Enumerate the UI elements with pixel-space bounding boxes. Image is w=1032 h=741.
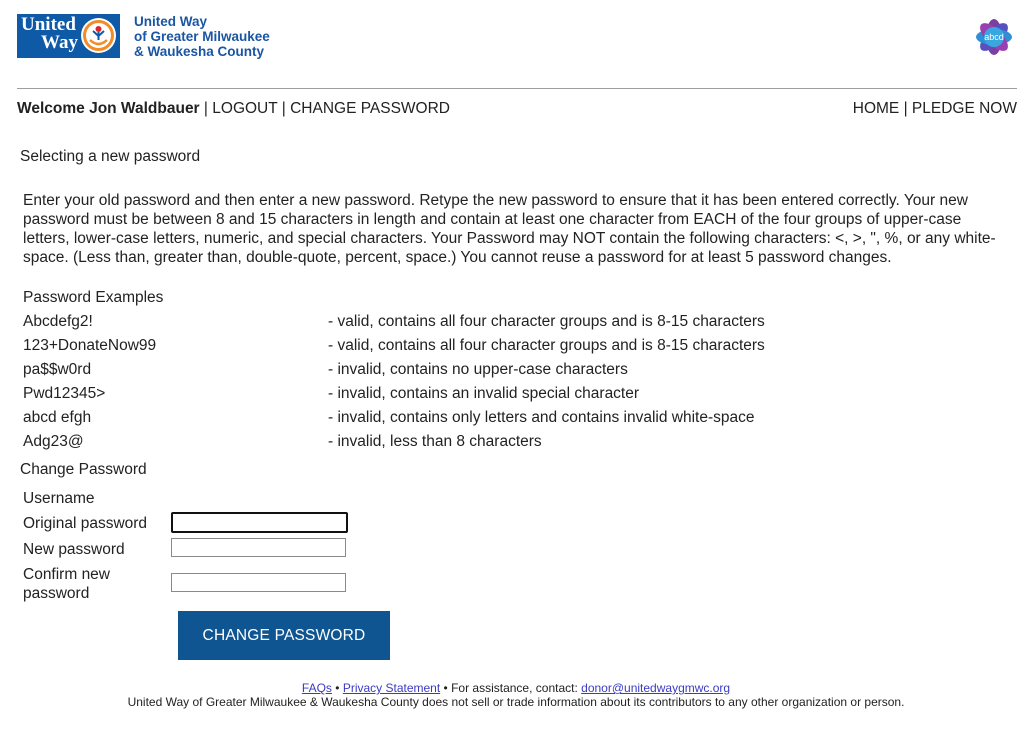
example-row: [23, 361, 923, 383]
pledge-now-link[interactable]: PLEDGE NOW: [911, 100, 1017, 117]
top-nav: [17, 100, 1017, 120]
change-password-button[interactable]: CHANGE PASSWORD: [178, 611, 390, 660]
header-divider: [17, 88, 1017, 89]
footer-bullet: •: [443, 681, 448, 695]
abcd-badge-text: abcd: [984, 32, 1004, 42]
examples-title: Password Examples: [23, 289, 164, 306]
example-row: [23, 385, 923, 407]
example-row: [23, 337, 923, 359]
original-password-label: Original password: [23, 515, 148, 532]
hand-logo-icon: [81, 18, 116, 53]
new-password-input[interactable]: [171, 538, 346, 557]
original-password-input[interactable]: [171, 512, 348, 533]
example-password: Pwd12345>: [23, 385, 106, 402]
org-name: [134, 14, 270, 59]
example-row: [23, 313, 923, 335]
nav-separator: |: [203, 100, 208, 117]
united-way-logo[interactable]: [17, 14, 120, 58]
nav-separator: |: [281, 100, 286, 117]
footer-links: [0, 681, 1032, 695]
logout-link[interactable]: LOGOUT: [212, 100, 278, 117]
section-title: Selecting a new password: [20, 148, 201, 165]
example-row: [23, 433, 923, 455]
username-label: Username: [23, 490, 95, 507]
footer-disclaimer: United Way of Greater Milwaukee & Waukesha County does not sell or trade information about its contributors to any other organization or person.: [127, 695, 905, 709]
confirm-password-label: [23, 565, 110, 603]
password-instructions: Enter your old password and then enter a new password. Retype the new password to ensure that it has been entered correctly. Your new password must be between 8 and 15 characters in length and contain at least one character from EACH of the four groups of upper-case letters, lower-case letters, numeric, and special characters. Your Password may NOT contain the following characters: <, >, ", %, or any white-space. (Less than, greater than, double-quote, percent, space.) You cannot reuse a password for at least 5 password changes.: [23, 192, 996, 266]
abcd-badge-icon: [971, 14, 1017, 60]
privacy-statement-link[interactable]: Privacy Statement: [342, 681, 441, 695]
logo-wordmark: [21, 16, 79, 52]
example-password: 123+DonateNow99: [23, 337, 157, 354]
org-name-line-3: & Waukesha County: [134, 44, 265, 59]
confirm-password-label-line-2: password: [23, 585, 90, 602]
nav-right: [853, 100, 1017, 118]
faqs-link[interactable]: FAQs: [301, 681, 332, 695]
example-description: - valid, contains all four character groups and is 8-15 characters: [328, 337, 765, 354]
home-link[interactable]: HOME: [852, 100, 900, 117]
new-password-label: New password: [23, 541, 125, 558]
contact-email-link[interactable]: donor@unitedwaygmwc.org: [581, 681, 731, 695]
confirm-password-label-line-1: Confirm new: [23, 566, 110, 583]
confirm-password-input[interactable]: [171, 573, 346, 592]
example-description: - invalid, contains only letters and contains invalid white-space: [328, 409, 755, 426]
example-description: - valid, contains all four character groups and is 8-15 characters: [328, 313, 765, 330]
logo-line-1: United: [21, 14, 76, 35]
welcome-text: Welcome Jon Waldbauer: [17, 100, 200, 117]
example-password: Adg23@: [23, 433, 84, 450]
org-name-line-1: United Way: [134, 14, 208, 29]
example-description: - invalid, less than 8 characters: [328, 433, 542, 450]
change-password-title: Change Password: [20, 461, 147, 478]
example-password: abcd efgh: [23, 409, 92, 426]
example-description: - invalid, contains an invalid special character: [328, 385, 640, 402]
change-password-link[interactable]: CHANGE PASSWORD: [290, 100, 450, 117]
example-description: - invalid, contains no upper-case characters: [328, 361, 628, 378]
org-name-line-2: of Greater Milwaukee: [134, 29, 270, 44]
example-password: pa$$w0rd: [23, 361, 92, 378]
example-password: Abcdefg2!: [23, 313, 93, 330]
site-header: [17, 14, 1017, 60]
assistance-text: For assistance, contact:: [451, 681, 578, 695]
example-row: [23, 409, 923, 431]
nav-separator: |: [903, 100, 908, 117]
logo-line-2: Way: [41, 32, 78, 53]
footer-bullet: •: [335, 681, 340, 695]
